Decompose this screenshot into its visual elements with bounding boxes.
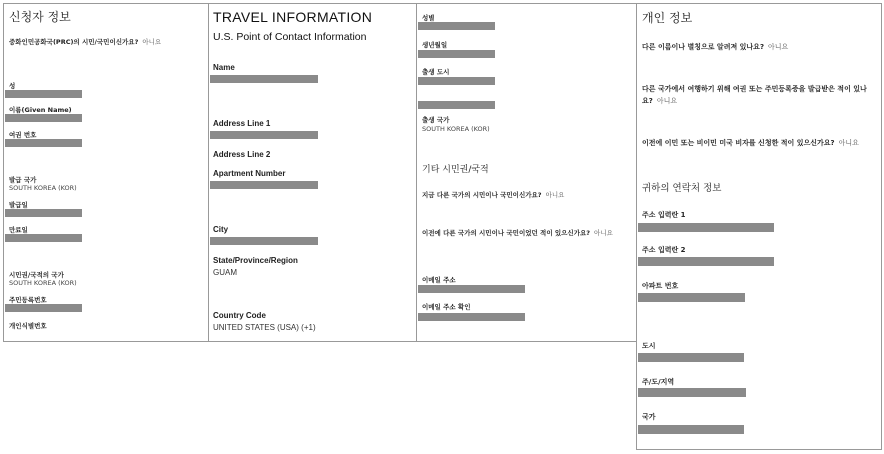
citizenship-country-label: 시민권/국적의 국가 [9, 271, 64, 279]
resident-id-label: 주민등록번호 [9, 296, 47, 304]
gender-redacted-value [418, 22, 495, 30]
name-label: Name [213, 63, 235, 72]
address-line2-label: Address Line 2 [213, 150, 271, 159]
visa-answer: 아니요 [838, 139, 859, 147]
city-label: City [213, 225, 229, 234]
contact-apartment-label: 아파트 번호 [642, 282, 679, 290]
contact-state-label: 주/도/지역 [642, 378, 675, 386]
email-label: 이메일 주소 [422, 276, 456, 284]
contact-country-label: 국가 [642, 413, 656, 421]
given-name-label: 이름(Given Name) [9, 106, 72, 114]
apartment-number-label: Apartment Number [213, 169, 286, 178]
personal-contact-panel [636, 3, 882, 450]
prc-question-text: 중화인민공화국(PRC)의 시민/국민이신가요? [9, 38, 139, 46]
prc-answer: 아니요 [142, 38, 162, 46]
contact-city-label: 도시 [642, 342, 656, 350]
other-citizen-now-question [422, 190, 564, 199]
birth-date-label: 생년월일 [422, 41, 448, 49]
passport-other-answer: 아니요 [656, 97, 678, 105]
contact-address2-label: 주소 입력란 2 [642, 246, 686, 254]
birth-country-value: SOUTH KOREA (KOR) [422, 125, 490, 133]
contact-state-redacted-value [638, 388, 746, 397]
apartment-number-redacted-value [210, 181, 318, 189]
surname-label: 성 [9, 82, 16, 90]
personal-info-heading: 개인 정보 [642, 11, 693, 25]
city-redacted-value [210, 237, 318, 245]
state-value: GUAM [213, 268, 237, 277]
other-citizen-now-answer: 아니요 [545, 191, 565, 199]
country-code-value: UNITED STATES (USA) (+1) [213, 323, 316, 332]
applicant-info-panel [3, 3, 209, 342]
email-confirm-redacted-value [418, 313, 525, 321]
personal-details-panel [416, 3, 637, 342]
birth-city-redacted-value-2 [418, 101, 495, 109]
other-citizen-past-question [422, 228, 613, 237]
birth-date-redacted-value [418, 50, 495, 58]
other-citizen-past-text: 이전에 다른 국가의 시민이나 국민이었던 적이 있으신가요? [422, 229, 591, 237]
applicant-heading: 신청자 정보 [9, 10, 71, 24]
travel-title: TRAVEL INFORMATION [213, 9, 373, 25]
personal-id-label: 개인식별번호 [9, 322, 47, 330]
birth-country-label: 출생 국가 [422, 116, 450, 124]
contact-address1-redacted-value [638, 223, 774, 232]
issue-date-label: 발급일 [9, 201, 28, 209]
other-citizen-now-text: 지금 다른 국가의 시민이나 국민이신가요? [422, 191, 542, 199]
prc-question [9, 37, 161, 46]
passport-number-redacted-value [5, 139, 82, 147]
visa-question [642, 138, 859, 148]
contact-country-redacted-value [638, 425, 744, 434]
alias-question [642, 42, 788, 52]
contact-address1-label: 주소 입력란 1 [642, 211, 686, 219]
alias-answer: 아니요 [768, 43, 789, 51]
other-citizenship-heading: 기타 시민권/국적 [422, 165, 489, 175]
state-label: State/Province/Region [213, 256, 298, 265]
birth-city-label: 출생 도시 [422, 68, 450, 76]
issuing-country-label: 발급 국가 [9, 176, 37, 184]
alias-question-text: 다른 이름이나 별칭으로 알려져 있나요? [642, 43, 765, 51]
expiry-date-label: 만료일 [9, 226, 28, 234]
email-confirm-label: 이메일 주소 확인 [422, 303, 471, 311]
surname-redacted-value [5, 90, 82, 98]
citizenship-country-value: SOUTH KOREA (KOR) [9, 279, 77, 287]
country-code-label: Country Code [213, 311, 266, 320]
contact-subtitle: U.S. Point of Contact Information [213, 31, 367, 43]
passport-other-question-line2 [642, 96, 677, 106]
passport-number-label: 여권 번호 [9, 131, 37, 139]
issue-date-redacted-value [5, 209, 82, 217]
birth-city-redacted-value [418, 77, 495, 85]
contact-address2-redacted-value [638, 257, 774, 266]
address-line1-redacted-value [210, 131, 318, 139]
gender-label: 성별 [422, 14, 435, 22]
passport-other-question-line1: 다른 국가에서 여행하기 위해 여권 또는 주민등록증을 발급받은 적이 있나 [642, 85, 867, 93]
name-redacted-value [210, 75, 318, 83]
contact-heading: 귀하의 연락처 정보 [642, 183, 722, 194]
travel-info-panel [208, 3, 417, 342]
contact-apartment-redacted-value [638, 293, 745, 302]
contact-city-redacted-value [638, 353, 744, 362]
passport-other-question-end: 요? [642, 97, 653, 105]
visa-question-text: 이전에 이민 또는 비이민 미국 비자를 신청한 적이 있으신가요? [642, 139, 835, 147]
given-name-redacted-value [5, 114, 82, 122]
resident-id-redacted-value [5, 304, 82, 312]
email-redacted-value [418, 285, 525, 293]
address-line1-label: Address Line 1 [213, 119, 271, 128]
issuing-country-value: SOUTH KOREA (KOR) [9, 184, 77, 192]
expiry-date-redacted-value [5, 234, 82, 242]
other-citizen-past-answer: 아니요 [594, 229, 613, 237]
